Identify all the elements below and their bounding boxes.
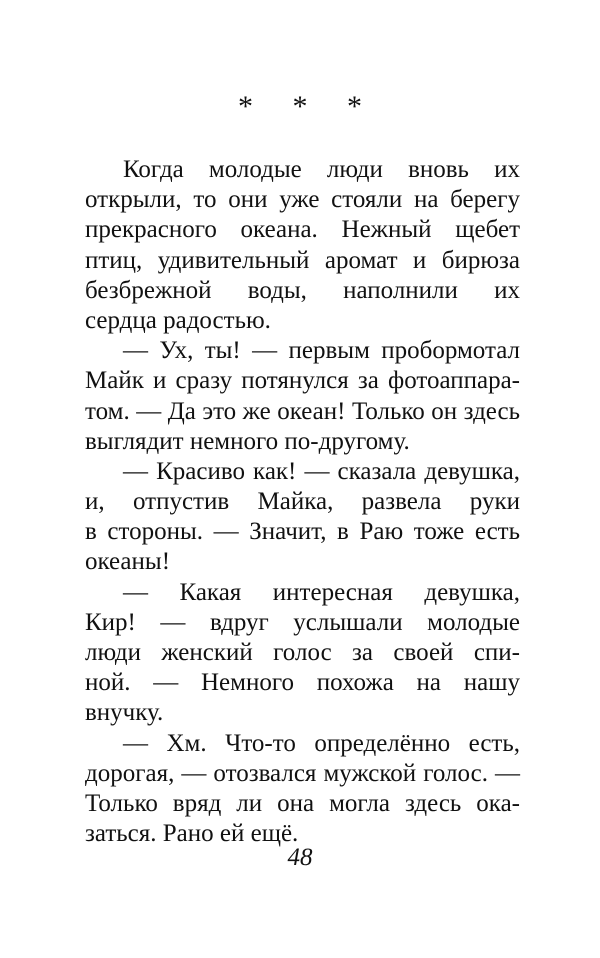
- text-line: том. — Да это же океан! Только он здесь: [85, 397, 520, 425]
- section-separator: * * *: [238, 90, 378, 123]
- text-line: Только вряд ли она могла здесь ока-: [85, 789, 520, 817]
- text-line: океаны!: [85, 548, 171, 576]
- text-line: в стороны. — Значит, в Раю тоже есть: [85, 518, 520, 546]
- text-line: и, отпустив Майка, развела руки: [85, 488, 520, 516]
- text-line: открыли, то они уже стояли на берегу: [85, 186, 520, 214]
- text-line: — Ух, ты! — первым пробормотал: [123, 337, 520, 365]
- text-line: Майк и сразу потянулся за фотоаппара-: [85, 367, 520, 395]
- page-number: 48: [287, 844, 313, 871]
- text-line: Кир! — вдруг услышали молодые: [85, 608, 520, 636]
- body-text: [85, 155, 520, 849]
- text-line: — Красиво как! — сказала девушка,: [123, 457, 520, 485]
- text-line: сердца радостью.: [85, 306, 271, 334]
- text-line: заться. Рано ей ещё.: [85, 820, 299, 848]
- text-line: люди женский голос за своей спи-: [85, 639, 520, 666]
- text-line: безбрежной воды, наполнили их: [85, 276, 520, 304]
- text-line: Когда молодые люди вновь их: [123, 156, 520, 183]
- text-line: внучку.: [85, 699, 164, 727]
- text-line: — Какая интересная девушка,: [123, 578, 520, 606]
- text-line: дорогая, — отозвался мужской голос. —: [85, 759, 520, 787]
- text-line: прекрасного океана. Нежный щебет: [85, 216, 520, 244]
- text-line: — Хм. Что-то определённо есть,: [123, 729, 520, 757]
- text-line: ной. — Немного похожа на нашу: [85, 669, 520, 697]
- text-line: выглядит немного по-другому.: [85, 427, 410, 455]
- text-line: птиц, удивительный аромат и бирюза: [85, 246, 520, 274]
